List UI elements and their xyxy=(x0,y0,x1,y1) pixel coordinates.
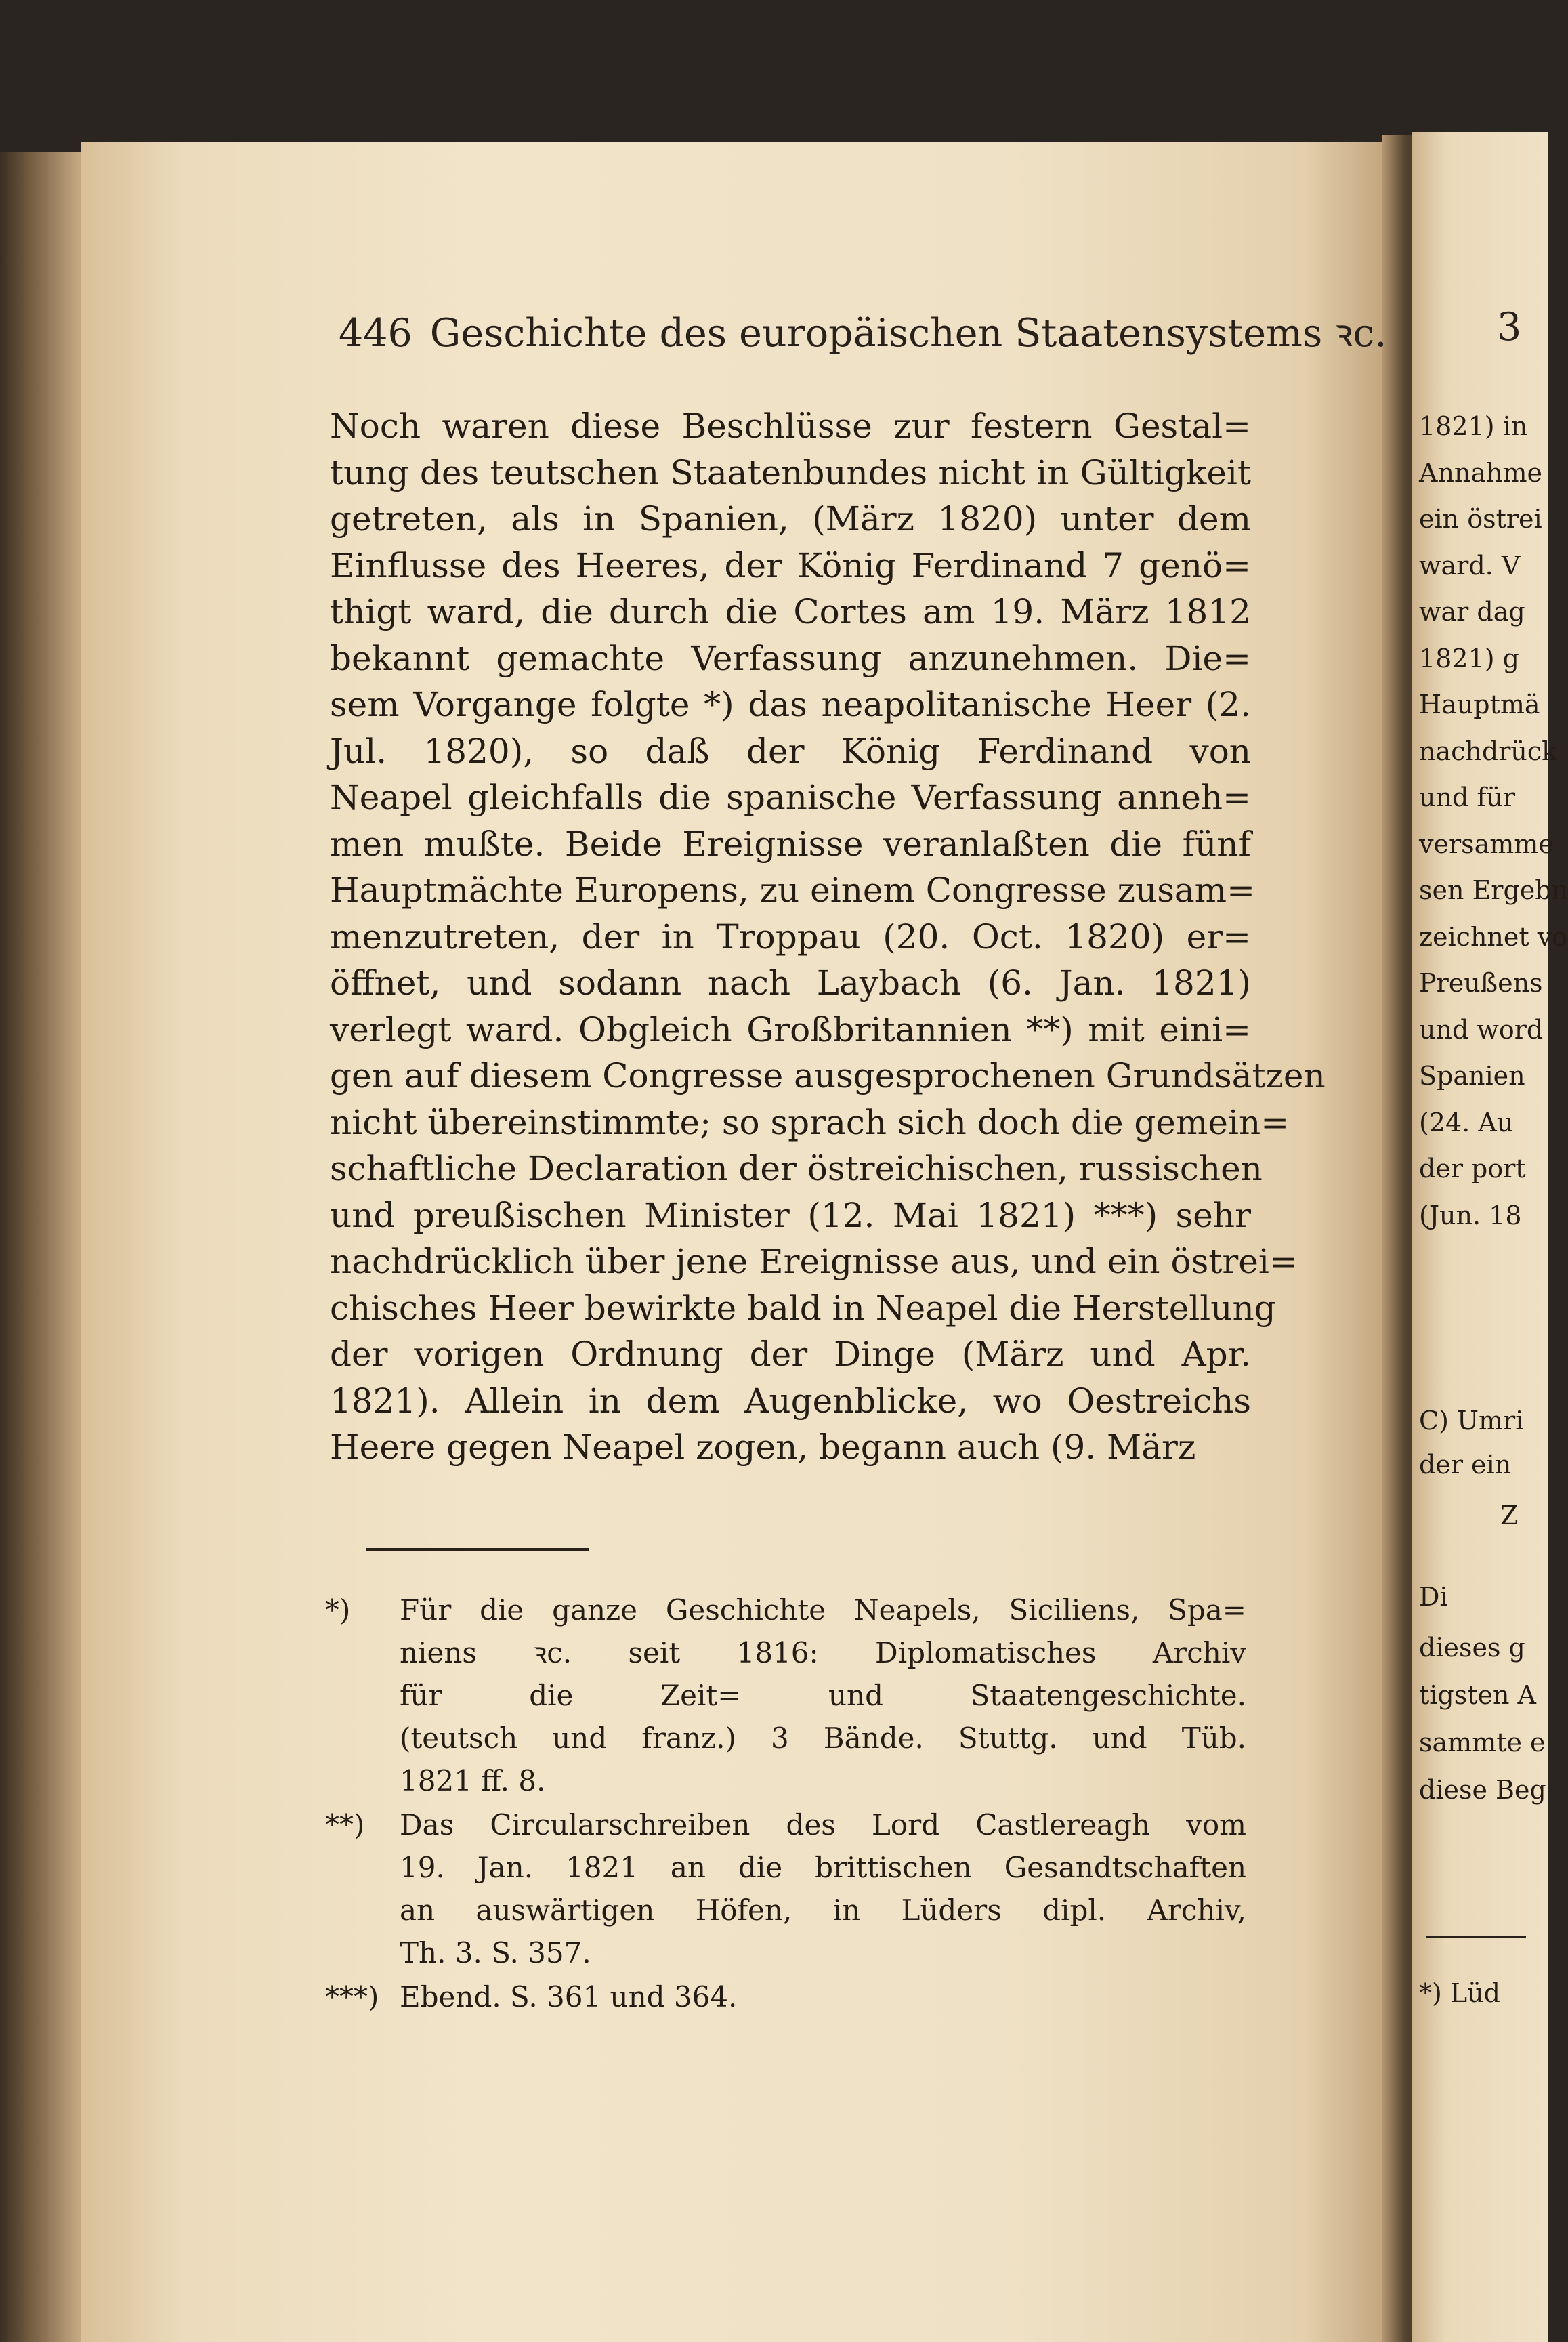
right-page-lower-fragment: sammte e xyxy=(1419,1728,1546,1757)
footnote-line: 19. Jan. 1821 an die brittischen Gesandtschaften xyxy=(400,1851,1246,1884)
right-page-line-fragment: ward. V xyxy=(1419,550,1521,581)
body-line: men mußte. Beide Ereignisse veranlaßten die fünf xyxy=(330,824,1251,864)
footnote xyxy=(325,1589,1246,1802)
right-page-line-fragment: 1821) in xyxy=(1419,411,1528,441)
right-page-line-fragment: (Jun. 18 xyxy=(1419,1200,1522,1230)
footnote-line: Ebend. S. 361 und 364. xyxy=(400,1980,738,2013)
body-line: Noch waren diese Beschlüsse zur festern Gestal= xyxy=(330,406,1251,446)
body-line: verlegt ward. Obgleich Großbritannien **) mit eini= xyxy=(330,1009,1251,1049)
right-page-line-fragment: Preußens xyxy=(1419,968,1543,998)
right-page-line-fragment: ein östrei xyxy=(1419,504,1542,534)
body-line: Jul. 1820), so daß der König Ferdinand von xyxy=(330,731,1251,771)
body-line: öffnet, und sodann nach Laybach (6. Jan. 1821) xyxy=(330,963,1251,1003)
body-line: schaftliche Declaration der östreichischen, russischen xyxy=(330,1149,1263,1188)
right-page-line-fragment: (24. Au xyxy=(1419,1107,1514,1137)
footnote-line: Das Circularschreiben des Lord Castlereagh vom xyxy=(400,1808,1246,1841)
right-page-lower-fragment: Z xyxy=(1500,1501,1519,1530)
body-line: nachdrücklich über jene Ereignisse aus, und ein östrei= xyxy=(330,1242,1298,1281)
body-line: Heere gegen Neapel zogen, begann auch (9. März xyxy=(330,1427,1196,1467)
right-page-lower-fragment: Di xyxy=(1419,1582,1448,1612)
body-line: thigt ward, die durch die Cortes am 19. März 1812 xyxy=(330,592,1251,631)
footnote xyxy=(325,1803,1246,1974)
body-line: und preußischen Minister (12. Mai 1821) ***) sehr xyxy=(330,1195,1251,1235)
footnote-line: niens ꝛc. seit 1816: Diplomatisches Archiv xyxy=(400,1636,1246,1669)
body-line: menzutreten, der in Troppau (20. Oct. 1820) er= xyxy=(330,917,1251,957)
footnote-mark: *) xyxy=(325,1593,351,1627)
right-page-line-fragment: und word xyxy=(1419,1014,1544,1045)
right-page-line-fragment: zeichnet vo xyxy=(1419,921,1568,952)
right-page-line-fragment: versamme xyxy=(1419,829,1554,859)
right-page-text xyxy=(1419,403,1568,1238)
footnote-line: an auswärtigen Höfen, in Lüders dipl. Archiv, xyxy=(400,1894,1246,1927)
body-line: sem Vorgange folgte *) das neapolitanische Heer (2. xyxy=(330,685,1251,724)
right-page-line-fragment: 1821) g xyxy=(1419,643,1519,673)
body-line: 1821). Allein in dem Augenblicke, wo Oestreichs xyxy=(330,1381,1251,1421)
right-page-line-fragment: Annahme xyxy=(1419,457,1543,488)
right-running-head: 3 xyxy=(1497,305,1522,350)
body-line: Hauptmächte Europens, zu einem Congresse zusam= xyxy=(330,871,1255,910)
right-page-line-fragment: sen Ergebn xyxy=(1419,875,1568,905)
right-footnote-rule xyxy=(1426,1936,1526,1938)
body-text xyxy=(330,403,1326,1471)
right-page-lower-fragment: *) Lüd xyxy=(1419,1978,1500,2008)
body-line: der vorigen Ordnung der Dinge (März und Apr. xyxy=(330,1335,1251,1374)
body-line: chisches Heer bewirkte bald in Neapel die Herstellung xyxy=(330,1288,1276,1328)
footnote-mark: **) xyxy=(325,1808,365,1841)
right-page-line-fragment: der port xyxy=(1419,1154,1526,1184)
footnote-line: Für die ganze Geschichte Neapels, Siciliens, Spa= xyxy=(400,1593,1246,1627)
right-page-line-fragment: Hauptmä xyxy=(1419,690,1540,719)
footnote-line: (teutsch und franz.) 3 Bände. Stuttg. und Tüb. xyxy=(400,1721,1246,1755)
body-line: tung des teutschen Staatenbundes nicht in Gültigkeit xyxy=(330,453,1251,493)
footnote-rule xyxy=(366,1548,589,1551)
right-page-lower-fragment: C) Umri xyxy=(1419,1406,1524,1436)
footnote-mark: ***) xyxy=(325,1980,379,2013)
right-page-lower-fragment: tigsten A xyxy=(1419,1680,1537,1710)
body-line: gen auf diesem Congresse ausgesprochenen Grundsätzen xyxy=(330,1056,1326,1095)
right-page-line-fragment: Spanien xyxy=(1419,1061,1525,1091)
body-line: Einflusse des Heeres, der König Ferdinand 7 genö= xyxy=(330,545,1251,585)
right-page-line-fragment: war dag xyxy=(1419,597,1525,627)
running-head-title: Geschichte des europäischen Staatensystems ꝛc. xyxy=(429,311,1387,356)
footnotes xyxy=(325,1589,1246,2018)
right-page-lower-fragment: diese Beg xyxy=(1419,1775,1546,1805)
footnote-line: für die Zeit= und Staatengeschichte. xyxy=(400,1679,1246,1712)
right-page-lower-fragment: dieses g xyxy=(1419,1633,1525,1663)
body-line: nicht übereinstimmte; so sprach sich doch die gemein= xyxy=(330,1102,1290,1142)
page-number: 446 xyxy=(339,311,412,356)
footnote-line: 1821 ff. 8. xyxy=(400,1764,546,1797)
body-line: bekannt gemachte Verfassung anzunehmen. Die= xyxy=(330,638,1251,678)
right-page-lower-fragment: der ein xyxy=(1419,1450,1512,1480)
right-page-line-fragment: und für xyxy=(1419,782,1516,812)
running-head xyxy=(339,305,1387,359)
body-line: Neapel gleichfalls die spanische Verfassung anneh= xyxy=(330,778,1251,817)
body-line: getreten, als in Spanien, (März 1820) unter dem xyxy=(330,499,1251,539)
footnote-line: Th. 3. S. 357. xyxy=(400,1936,591,1969)
right-page-line-fragment: nachdrück xyxy=(1419,736,1558,766)
footnote xyxy=(325,1975,1246,2018)
